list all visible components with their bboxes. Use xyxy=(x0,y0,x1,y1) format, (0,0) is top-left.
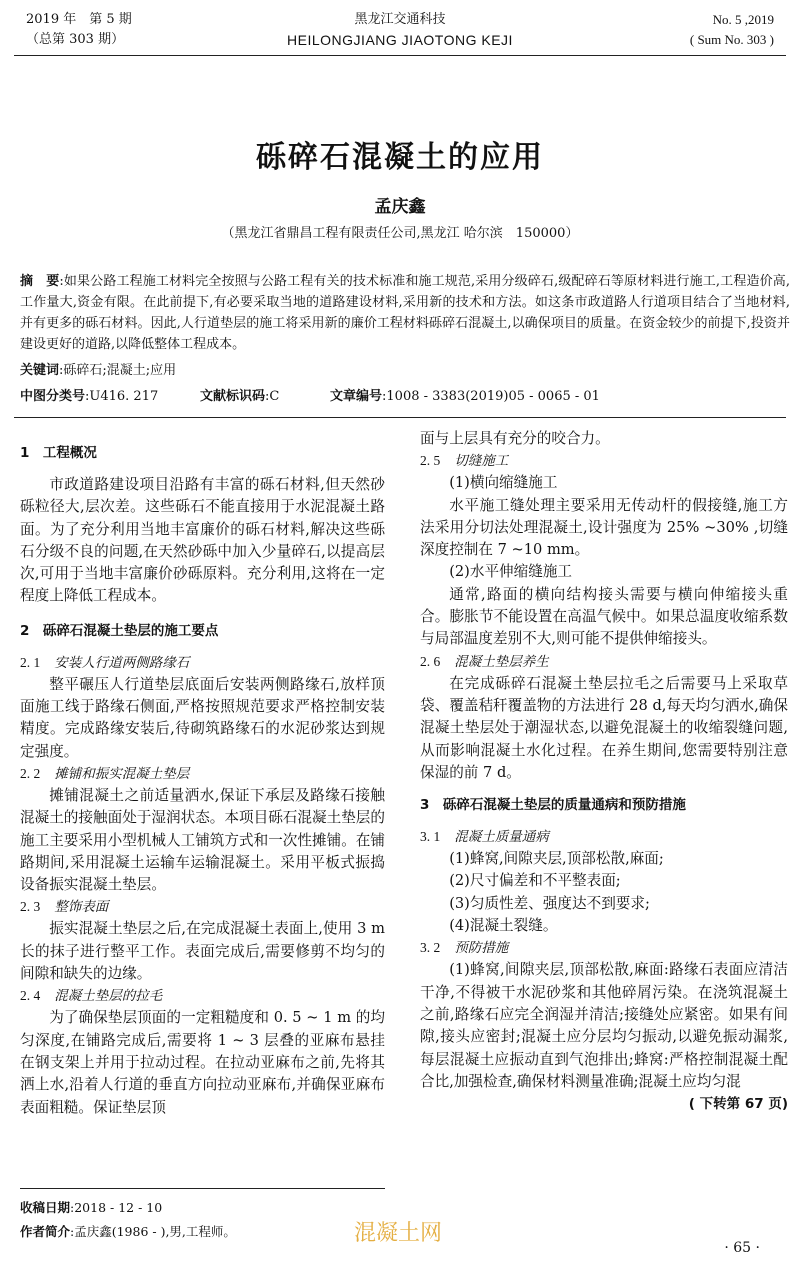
subheading-expansion-joint: (2)水平伸缩缝施工 xyxy=(449,563,573,581)
section-2-3-heading xyxy=(20,896,385,918)
section-1-heading: 1 工程概况 xyxy=(20,445,97,461)
watermark: 混凝土网 xyxy=(354,1221,443,1246)
section-2-1-heading xyxy=(20,652,385,674)
section-2-2-heading xyxy=(20,763,385,785)
section-2-4-paragraph: 为了确保垫层顶面的一定粗糙度和 0. 5 ~ 1 m 的均匀深度,在铺路完成后,需要将 1 ~ 3 层叠的亚麻布悬挂在钢支架上并用于拉动过程。在拉动亚麻布之前,先将其洒上水,沿着人行道的垂直方向拉动亚麻布,并确保亚麻布表面粗糙。保证垫层顶 xyxy=(20,1009,385,1116)
section-3-1-heading xyxy=(420,826,788,848)
article-title: 砾碎石混凝土的应用 xyxy=(256,140,544,175)
section-number: 2. 2 xyxy=(20,765,41,781)
journal-name xyxy=(200,10,600,50)
list-item: (1)蜂窝,间隙夹层,顶部松散,麻面; xyxy=(449,850,664,868)
section-number: 3. 1 xyxy=(420,829,441,845)
section-2-5-paragraph-2: 通常,路面的横向结构接头需要与横向伸缩接头重合。膨胀节不能设置在高温气候中。如果总温度收缩系数与局部温度差别不大,则可能不提供伸缩接头。 xyxy=(420,585,788,648)
author-affiliation: （黑龙江省鼎昌工程有限责任公司,黑龙江 哈尔滨 150000） xyxy=(221,226,579,241)
continued-on-note: ( 下转第 67 页) xyxy=(688,1096,788,1113)
left-column xyxy=(20,428,385,1119)
article-number xyxy=(330,387,600,407)
page-number: · 65 · xyxy=(724,1240,760,1256)
section-number: 2. 5 xyxy=(420,453,441,469)
doc-code-label: 文献标识码 xyxy=(200,389,266,404)
sum-number-line: ( Sum No. 303 ) xyxy=(689,32,774,47)
header-rule xyxy=(14,55,786,56)
article-number-label: 文章编号 xyxy=(330,389,383,404)
author-bio-label: 作者简介 xyxy=(20,1224,71,1239)
section-2-1-paragraph: 整平碾压人行道垫层底面后安装两侧路缘石,放样顶面施工线于路缘石侧面,严格按照规范要求严格控制安装精度。完成路缘安装后,待砌筑路缘石的水泥砂浆达到规定强度。 xyxy=(20,675,385,760)
section-number: 2. 4 xyxy=(20,988,41,1004)
journal-number-info xyxy=(690,10,774,50)
abstract-text: :如果公路工程施工材料完全按照与公路工程有关的技术标准和施工规范,采用分级碎石,级配碎石等原材料进行施工,工程造价高,工作量大,资金有限。在此前提下,有必要采取当地的道路建设材料,采用新的技术和方法。如这条市政道路人行道项目结合了当地材料,并有更多的砾石材料。因此,人行道垫层的施工将采用新的廉价工程材料砾碎石混凝土,以确保项目的质量。在资金较少的前提下,投资并建设更好的道路,以降低整体工程成本。 xyxy=(20,274,790,352)
footnote xyxy=(20,1196,236,1244)
abstract-label: 摘 要 xyxy=(20,274,60,289)
section-number: 3. 2 xyxy=(420,940,441,956)
doc-code xyxy=(200,387,279,407)
section-2-heading: 2 砾碎石混凝土垫层的施工要点 xyxy=(20,622,219,639)
section-2-5-paragraph-1: 水平施工缝处理主要采用无传动杆的假接缝,施工方法采用分切法处理混凝土,设计强度为 25% ~30% ,切缝深度控制在 7 ~10 mm。 xyxy=(420,496,788,559)
abstract-rule xyxy=(14,417,786,418)
article-number-value: :1008 - 3383(2019)05 - 0065 - 01 xyxy=(382,389,600,404)
number-line: No. 5 ,2019 xyxy=(712,12,774,27)
journal-issue-info xyxy=(26,10,132,50)
section-title: 混凝土垫层养生 xyxy=(454,653,549,670)
section-number: 2. 1 xyxy=(20,654,41,670)
section-2-4-heading xyxy=(20,985,385,1007)
section-number: 2. 3 xyxy=(20,899,41,915)
section-2-3-paragraph: 振实混凝土垫层之后,在完成混凝土表面上,使用 3 m 长的抹子进行整平工作。表面完成后,需要修剪不均匀的间隙和缺失的边缘。 xyxy=(20,920,385,983)
section-3-2-paragraph: (1)蜂窝,间隙夹层,顶部松散,麻面:路缘石表面应清洁干净,不得被干水泥砂浆和其他碎屑污染。在浇筑混凝土之前,路缘石应完全润湿并清洁;接缝处应紧密。如果有间隙,接头应密封;混凝土应分层均匀振动,以避免振动漏浆,每层混凝土应振动直到气泡排出;蜂窝:严格控制混凝土配合比,加强检查,确保材料测量准确;混凝土应均匀混 xyxy=(420,961,788,1090)
section-number: 2. 6 xyxy=(420,653,441,669)
section-title: 安装人行道两侧路缘石 xyxy=(54,654,190,671)
subheading-transverse-joint: (1)横向缩缝施工 xyxy=(449,474,558,492)
list-item: (4)混凝土裂缝。 xyxy=(449,917,558,935)
section-title: 混凝土质量通病 xyxy=(454,829,549,846)
journal-name-cn: 黑龙江交通科技 xyxy=(354,12,446,27)
section-2-6-heading xyxy=(420,651,788,673)
section-2-5-heading xyxy=(420,450,788,472)
keywords-text: :砾碎石;混凝土;应用 xyxy=(59,363,177,378)
section-title: 预防措施 xyxy=(454,940,509,957)
section-3-heading: 3 砾碎石混凝土垫层的质量通病和预防措施 xyxy=(420,797,686,814)
abstract xyxy=(20,271,790,355)
journal-name-en: HEILONGJIANG JIAOTONG KEJI xyxy=(287,32,513,48)
keywords-label: 关键词 xyxy=(20,363,60,378)
section-3-2-heading xyxy=(420,937,788,959)
list-item: (2)尺寸偏差和不平整表面; xyxy=(449,872,621,890)
section-title: 摊铺和振实混凝土垫层 xyxy=(54,765,190,782)
received-date xyxy=(20,1196,236,1220)
clc-value: :U416. 217 xyxy=(85,389,159,404)
section-1-paragraph: 市政道路建设项目沿路有丰富的砾石材料,但天然砂砾粒径大,层次差。这些砾石不能直接用于水泥混凝土路面。为了充分利用当地丰富廉价的砾石材料,解决这些砾石分级不良的问题,在天然砂砾中加入少量碎石,以提高层次,可用于当地丰富廉价砂砾原料。充分利用,这将在一定程度上降低工程成本。 xyxy=(20,476,385,605)
doc-code-value: :C xyxy=(265,389,280,404)
received-value: :2018 - 12 - 10 xyxy=(70,1200,163,1215)
keywords xyxy=(20,360,176,381)
author-bio xyxy=(20,1220,236,1244)
issue-line: 2019 年 第 5 期 xyxy=(26,12,132,27)
section-title: 整饰表面 xyxy=(54,899,109,916)
section-2-6-paragraph: 在完成砾碎石混凝土垫层拉毛之后需要马上采取草袋、覆盖秸秆覆盖物的方法进行 28 d,每天均匀洒水,确保混凝土垫层处于潮湿状态,以避免混凝土的收缩裂缝问题,从而影响混凝土水化过程。在养生期间,您需要特别注意保湿的前 7 d。 xyxy=(420,674,788,781)
section-title: 混凝土垫层的拉毛 xyxy=(54,988,163,1005)
continued-paragraph: 面与上层具有充分的咬合力。 xyxy=(420,430,610,447)
received-label: 收稿日期 xyxy=(20,1200,71,1215)
author-bio-value: :孟庆鑫(1986 - ),男,工程师。 xyxy=(70,1224,236,1239)
list-item: (3)匀质性差、强度达不到要求; xyxy=(449,894,650,912)
clc-number xyxy=(20,387,158,407)
clc-label: 中图分类号 xyxy=(20,389,86,404)
right-column xyxy=(420,428,788,1115)
section-2-2-paragraph: 摊铺混凝土之前适量洒水,保证下承层及路缘石接触混凝土的接触面处于湿润状态。本项目砾石混凝土垫层的施工主要采用小型机械人工铺筑方式和一次性摊铺。在铺路期间,采用混凝土运输车运输混凝土。采用平板式振捣设备振实混凝土垫层。 xyxy=(20,786,385,894)
section-title: 切缝施工 xyxy=(454,453,509,470)
footnote-rule xyxy=(20,1188,385,1189)
issue-total-line: （总第 303 期） xyxy=(26,32,125,47)
article-author: 孟庆鑫 xyxy=(374,197,426,217)
